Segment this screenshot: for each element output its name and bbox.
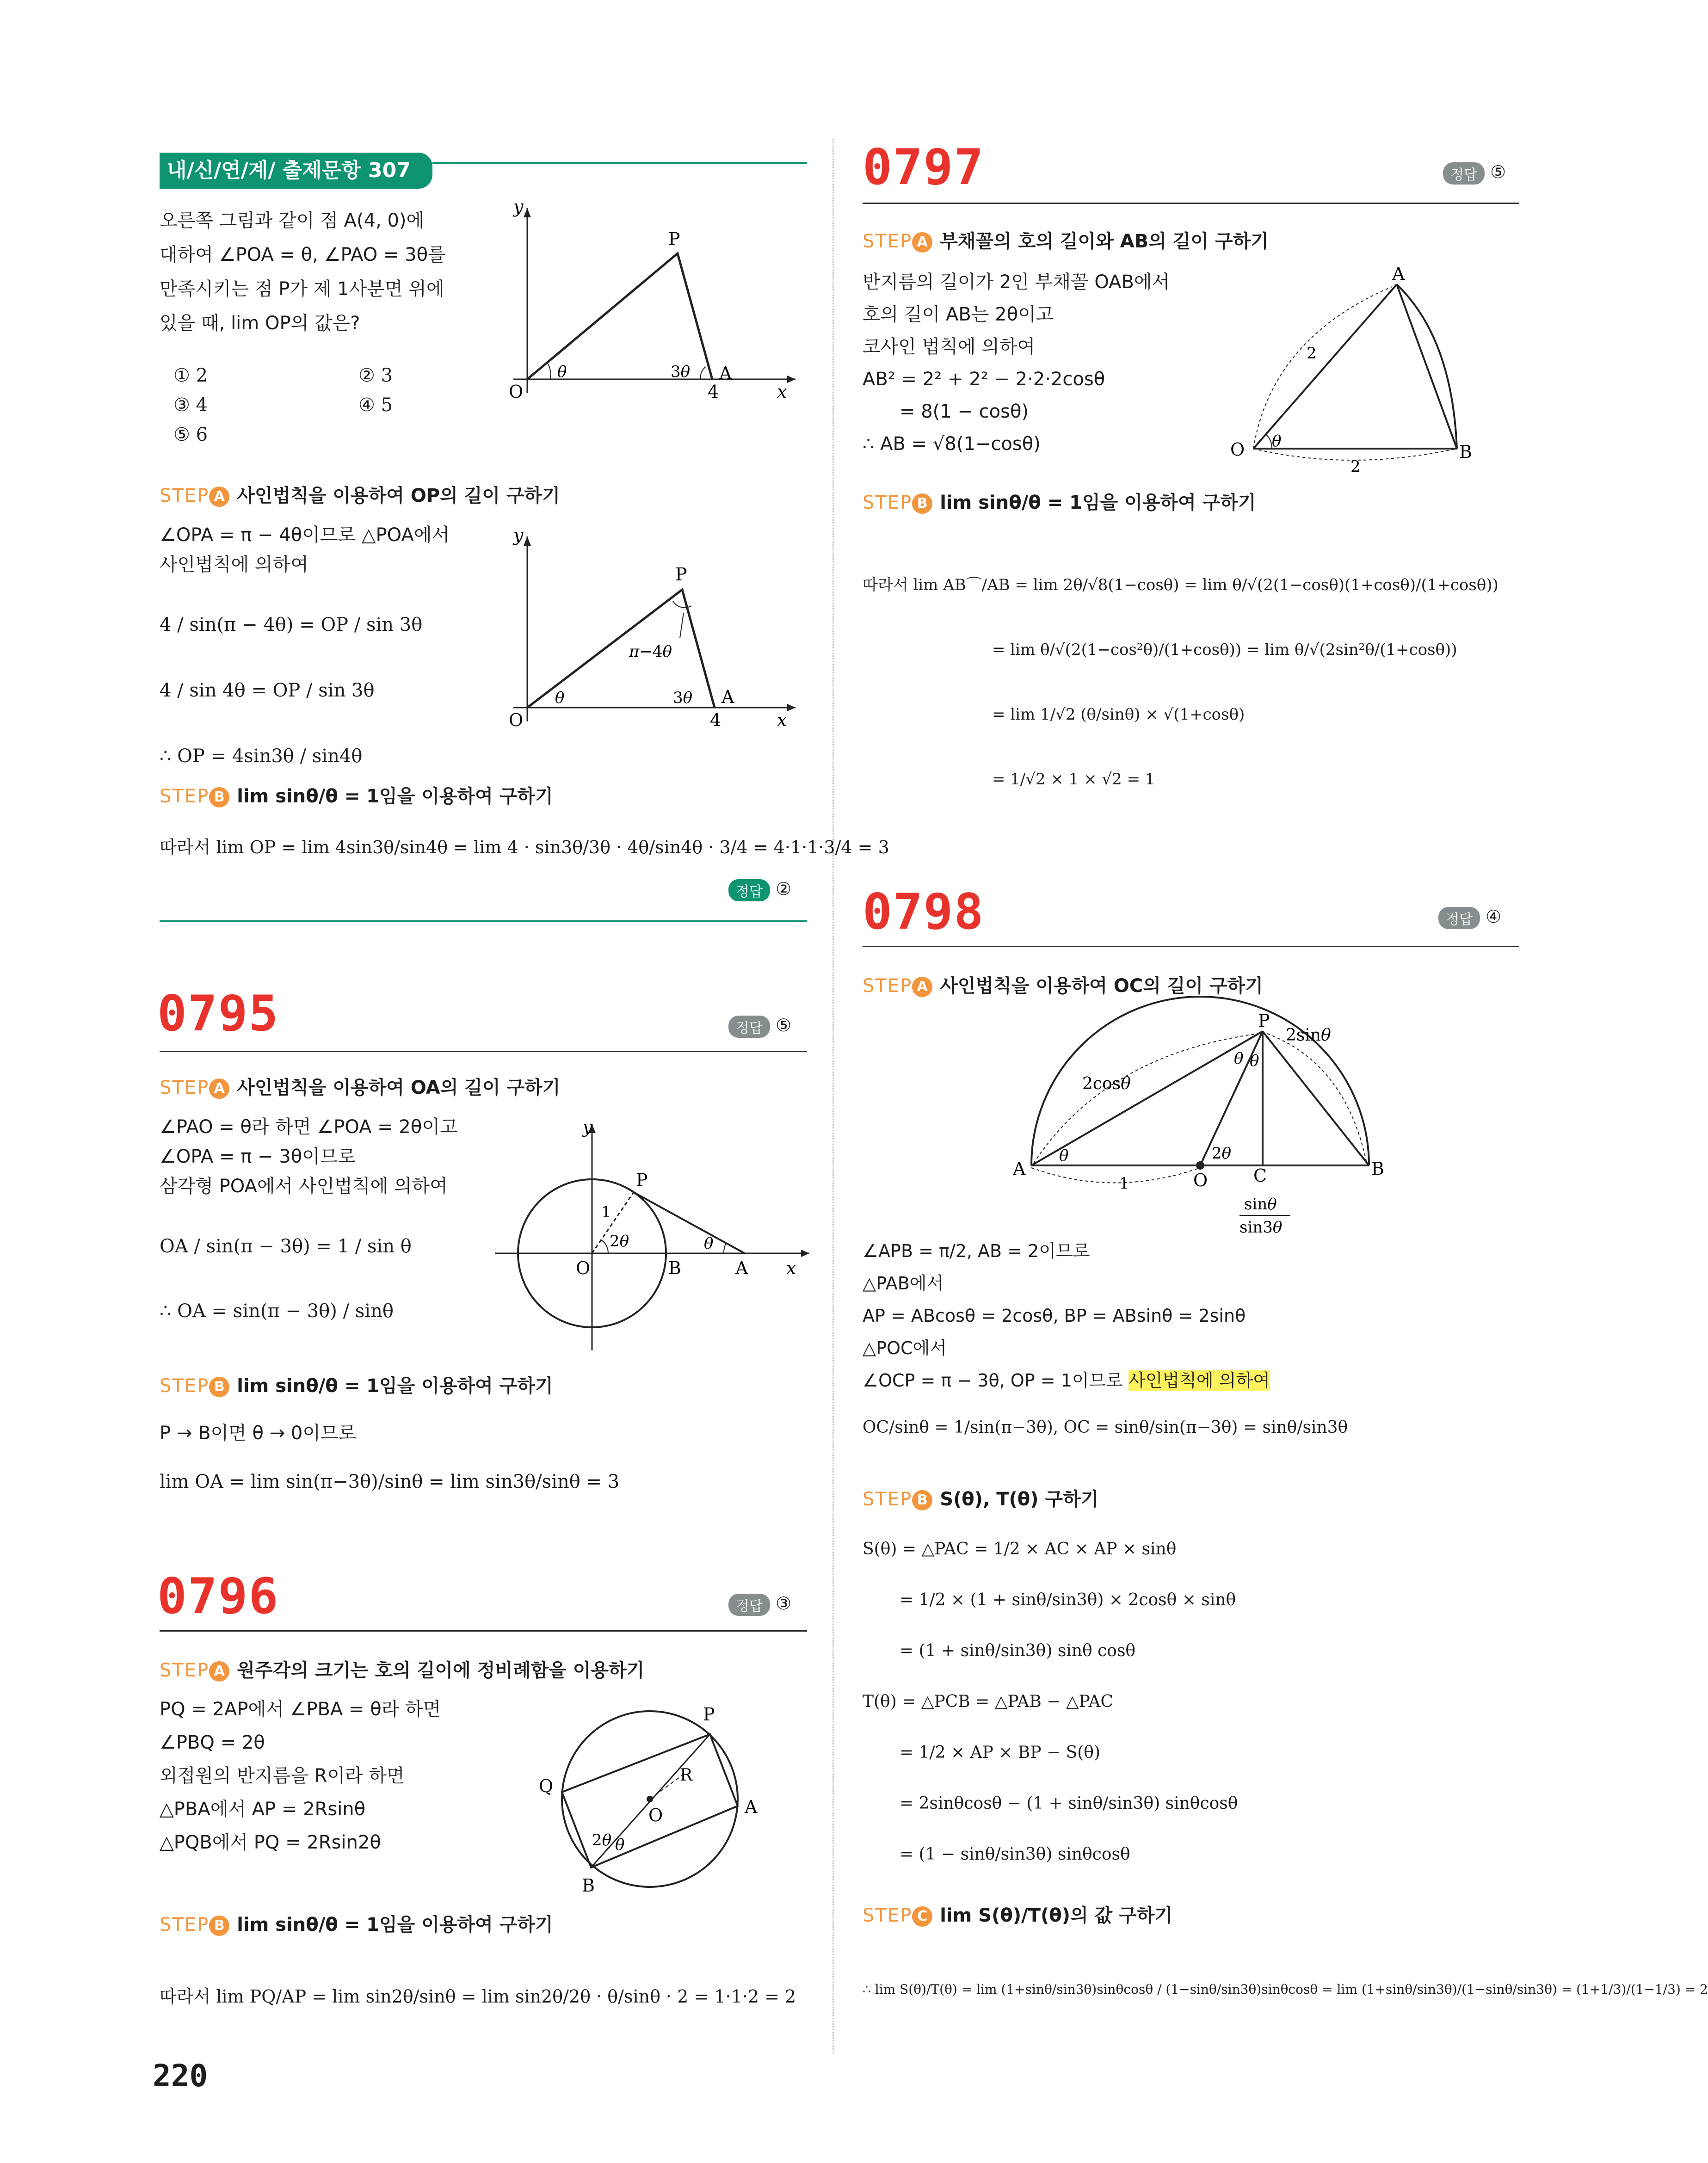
choice[interactable]: ④ 5 [358, 394, 393, 416]
svg-text:A: A [735, 1258, 748, 1278]
equation: ∴ OP = 4sin3θ / sin4θ [160, 746, 363, 767]
text-0796 [160, 1693, 441, 1859]
svg-text:A: A [1013, 1159, 1026, 1179]
figure-0795 [490, 1115, 814, 1355]
intro-answer: 정답 ② [728, 879, 791, 901]
eq-0798-A: OC/sinθ = 1/sin(π−3θ), OC = sinθ/sin(π−3θ) = sinθ/sin3θ [863, 1418, 1348, 1437]
figure-0797 [1212, 264, 1489, 481]
equation: = lim θ/√(2(1−cos²θ)/(1+cosθ)) = lim θ/√(2sin²θ/(1+cosθ)) [992, 641, 1457, 659]
text-line: ∠PBQ = 2θ [160, 1732, 265, 1753]
svg-text:sinθ: sinθ [1244, 1195, 1277, 1214]
equation: T(θ) = △PCB = △PAB − △PAC [863, 1692, 1114, 1711]
svg-text:P: P [1258, 1011, 1270, 1031]
figure-0796 [532, 1693, 791, 1905]
intro-line: 오른쪽 그림과 같이 점 A(4, 0)에 [160, 210, 425, 231]
text-line: 반지름의 길이가 2인 부채꼴 OAB에서 [863, 271, 1170, 293]
svg-text:y: y [583, 1118, 592, 1137]
text-line: = 8(1 − cosθ) [900, 401, 1029, 422]
svg-text:2sinθ: 2sinθ [1286, 1026, 1331, 1045]
choices [173, 361, 393, 450]
intro-text [160, 203, 446, 340]
text-line: AP = ABcosθ = 2cosθ, BP = ABsinθ = 2sinθ [863, 1306, 1246, 1326]
text-0797 [863, 266, 1170, 460]
intro-stepA-eqs [160, 592, 422, 789]
step-0797-A: STEP A 부채꼴의 호의 길이와 AB의 길이 구하기 [863, 231, 1269, 252]
svg-text:P: P [703, 1704, 715, 1725]
intro-line: 있을 때, lim OP의 값은? [160, 313, 360, 334]
svg-text:4: 4 [708, 382, 719, 402]
step-0797-B: STEP B lim sinθ/θ = 1임을 이용하여 구하기 [863, 492, 1256, 513]
svg-text:B: B [1459, 442, 1472, 462]
intro-stepB-line: 따라서 lim OP = lim 4sin3θ/sin4θ = lim 4 · sin3θ/3θ · 4θ/sin4θ · 3/4 = 4·1·1·3/4 = 3 [160, 837, 889, 857]
problem-number-0797: 0797 [863, 139, 985, 196]
rule-0795 [160, 1051, 807, 1052]
svg-text:A: A [1392, 264, 1405, 284]
svg-text:A: A [719, 363, 732, 383]
problem-number-0796: 0796 [157, 1568, 279, 1625]
svg-text:O: O [1193, 1170, 1208, 1190]
svg-text:1: 1 [601, 1203, 611, 1221]
intro-figure-2 [499, 527, 805, 731]
text-line: △PBA에서 AP = 2Rsinθ [160, 1799, 366, 1820]
svg-text:θ: θ [1234, 1049, 1244, 1068]
banner [160, 153, 807, 189]
svg-text:B: B [582, 1875, 595, 1896]
text-0798-B [863, 1524, 1238, 1880]
text-line: AB² = 2² + 2² − 2·2·2cosθ [863, 369, 1105, 390]
choice[interactable]: ② 3 [358, 365, 393, 386]
svg-text:B: B [1371, 1159, 1384, 1179]
equation: 4 / sin 4θ = OP / sin 3θ [160, 680, 375, 701]
rule-0798 [863, 946, 1519, 947]
equation: ∴ OA = sin(π − 3θ) / sinθ [160, 1300, 394, 1322]
equation: = lim 1/√2 (θ/sinθ) × √(1+cosθ) [992, 705, 1245, 724]
step-0795-B: STEP B lim sinθ/θ = 1임을 이용하여 구하기 [160, 1375, 553, 1397]
answer-0795: 정답 ⑤ [728, 1015, 791, 1038]
svg-text:2: 2 [1350, 457, 1361, 476]
svg-text:2: 2 [1307, 344, 1317, 363]
choice[interactable]: ⑤ 6 [173, 424, 208, 445]
intro-line: 만족시키는 점 P가 제 1사분면 위에 [160, 278, 444, 300]
svg-text:x: x [777, 710, 787, 730]
equation: S(θ) = △PAC = 1/2 × AC × AP × sinθ [863, 1540, 1177, 1559]
problem-number-0798: 0798 [863, 883, 985, 940]
choice[interactable]: ① 2 [173, 365, 208, 386]
column-divider [832, 139, 834, 2053]
svg-text:π−4θ: π−4θ [629, 642, 672, 661]
text-line: △PAB에서 [863, 1273, 944, 1294]
text-line: 코사인 법칙에 의하여 [863, 336, 1036, 357]
svg-text:P: P [668, 229, 680, 249]
svg-text:θ: θ [1059, 1146, 1069, 1165]
equation: OA / sin(π − 3θ) = 1 / sin θ [160, 1236, 412, 1257]
step-0798-C: STEP C lim S(θ)/T(θ)의 값 구하기 [863, 1905, 1173, 1926]
equation: = 2sinθcosθ − (1 + sinθ/sin3θ) sinθcosθ [900, 1794, 1238, 1813]
svg-text:θ: θ [557, 363, 567, 381]
equation: = 1/√2 × 1 × √2 = 1 [992, 770, 1155, 789]
answer-0797: 정답 ⑤ [1443, 162, 1506, 185]
svg-text:P: P [636, 1170, 648, 1190]
text-line: ∠OPA = π − 3θ이므로 [160, 1146, 356, 1167]
text-0795-B1: P → B이면 θ → 0이므로 [160, 1423, 357, 1444]
equation: = 1/2 × AP × BP − S(θ) [900, 1743, 1101, 1762]
svg-text:x: x [777, 382, 787, 402]
svg-text:Q: Q [539, 1776, 554, 1796]
step-0796-A: STEP A 원주각의 크기는 호의 길이에 정비례함을 이용하기 [160, 1660, 645, 1681]
figure-0798 [1013, 1008, 1384, 1239]
answer-0798: 정답 ④ [1438, 906, 1501, 929]
text-line: PQ = 2AP에서 ∠PBA = θ라 하면 [160, 1699, 441, 1720]
text-line: 외접원의 반지름을 R이라 하면 [160, 1765, 405, 1787]
text-0797-B [863, 553, 1498, 812]
problem-number-0795: 0795 [157, 985, 279, 1042]
page-number: 220 [153, 2058, 208, 2094]
eqs-0795 [160, 1214, 412, 1343]
intro-stepB: STEP B lim sinθ/θ = 1임을 이용하여 구하기 [160, 786, 553, 807]
svg-text:3θ: 3θ [671, 363, 691, 381]
text-line: ∴ AB = √8(1−cosθ) [863, 433, 1041, 455]
step-0798-A: STEP A 사인법칙을 이용하여 OC의 길이 구하기 [863, 975, 1263, 997]
svg-text:3θ: 3θ [673, 689, 693, 707]
svg-text:sin3θ: sin3θ [1239, 1218, 1283, 1237]
svg-text:θ: θ [615, 1836, 625, 1854]
svg-text:x: x [786, 1258, 796, 1278]
svg-text:4: 4 [710, 710, 721, 730]
text-line: 사인법칙에 의하여 [160, 554, 308, 575]
intro-line: 대하여 ∠POA = θ, ∠PAO = 3θ를 [160, 244, 446, 265]
svg-text:θ: θ [555, 689, 565, 707]
equation: = (1 + sinθ/sin3θ) sinθ cosθ [900, 1641, 1136, 1660]
text-line: ∠OPA = π − 4θ이므로 △POA에서 [160, 524, 450, 546]
svg-text:B: B [668, 1258, 681, 1278]
banner-rule [432, 162, 807, 164]
svg-text:R: R [680, 1766, 693, 1785]
text-0795-B2: lim OA = lim sin(π−3θ)/sinθ = lim sin3θ/sinθ = 3 [160, 1471, 620, 1492]
text-0796-B: 따라서 lim PQ/AP = lim sin2θ/sinθ = lim sin2θ/2θ · θ/sinθ · 2 = 1·1·2 = 2 [160, 1986, 796, 2007]
svg-text:2θ: 2θ [592, 1831, 612, 1849]
banner-label: 내/신/연/계/ 출제문항 307 [160, 153, 432, 189]
svg-text:θ: θ [1272, 432, 1282, 450]
svg-text:C: C [1253, 1165, 1267, 1186]
equation: 따라서 lim AB⌒/AB = lim 2θ/√8(1−cosθ) = lim θ/√(2(1−cosθ)(1+cosθ)/(1+cosθ)) [863, 576, 1498, 594]
step-0796-B: STEP B lim sinθ/θ = 1임을 이용하여 구하기 [160, 1914, 553, 1935]
svg-text:A: A [745, 1797, 758, 1817]
svg-text:P: P [675, 564, 687, 585]
text-line: ∠OCP = π − 3θ, OP = 1이므로 사인법칙에 의하여 [863, 1370, 1270, 1391]
text-line: △PQB에서 PQ = 2Rsin2θ [160, 1832, 381, 1853]
text-line: ∠APB = π/2, AB = 2이므로 [863, 1241, 1090, 1261]
svg-text:1: 1 [1119, 1174, 1129, 1193]
highlight: 사인법칙에 의하여 [1128, 1370, 1270, 1391]
svg-text:y: y [513, 525, 524, 545]
rule-0796 [160, 1630, 807, 1632]
intro-stepA: STEP A 사인법칙을 이용하여 OP의 길이 구하기 [160, 485, 560, 506]
equation: = 1/2 × (1 + sinθ/sin3θ) × 2cosθ × sinθ [900, 1590, 1236, 1609]
intro-stepA-text [160, 520, 450, 579]
text-0795 [160, 1112, 458, 1201]
choice[interactable]: ③ 4 [173, 394, 208, 416]
svg-text:A: A [721, 687, 734, 707]
step-0795-A: STEP A 사인법칙을 이용하여 OA의 길이 구하기 [160, 1077, 561, 1098]
svg-text:O: O [1230, 439, 1245, 460]
equation: = (1 − sinθ/sin3θ) sinθcosθ [900, 1845, 1130, 1864]
step-0798-B: STEP B S(θ), T(θ) 구하기 [863, 1489, 1099, 1510]
intro-figure [495, 199, 809, 407]
svg-text:O: O [509, 710, 524, 730]
text-line: 호의 길이 AB는 2θ이고 [863, 304, 1054, 325]
text-line: ∠PAO = θ라 하면 ∠POA = 2θ이고 [160, 1116, 458, 1138]
svg-text:θ: θ [1250, 1052, 1259, 1070]
svg-text:O: O [576, 1258, 591, 1278]
svg-text:O: O [648, 1805, 663, 1825]
svg-text:2θ: 2θ [1212, 1144, 1232, 1163]
intro-bottom-rule [160, 920, 807, 922]
text-line: 삼각형 POA에서 사인법칙에 의하여 [160, 1176, 448, 1197]
text-0798-C: ∴ lim S(θ)/T(θ) = lim (1+sinθ/sin3θ)sinθcosθ / (1−sinθ/sin3θ)sinθcosθ = lim (1+sinθ/sin3θ)/(1−sinθ/sin3θ) = (1+1/3)/(1−1/3) = 2 [863, 1982, 1708, 1997]
text-line: △POC에서 [863, 1338, 947, 1358]
rule-0797 [863, 203, 1519, 204]
svg-text:θ: θ [704, 1234, 714, 1253]
equation: 4 / sin(π − 4θ) = OP / sin 3θ [160, 614, 423, 635]
svg-text:O: O [509, 382, 524, 402]
svg-text:2cosθ: 2cosθ [1082, 1074, 1131, 1093]
svg-text:2θ: 2θ [610, 1232, 629, 1251]
answer-0796: 정답 ③ [728, 1593, 791, 1616]
svg-text:y: y [513, 197, 524, 217]
text-0798 [863, 1235, 1270, 1397]
